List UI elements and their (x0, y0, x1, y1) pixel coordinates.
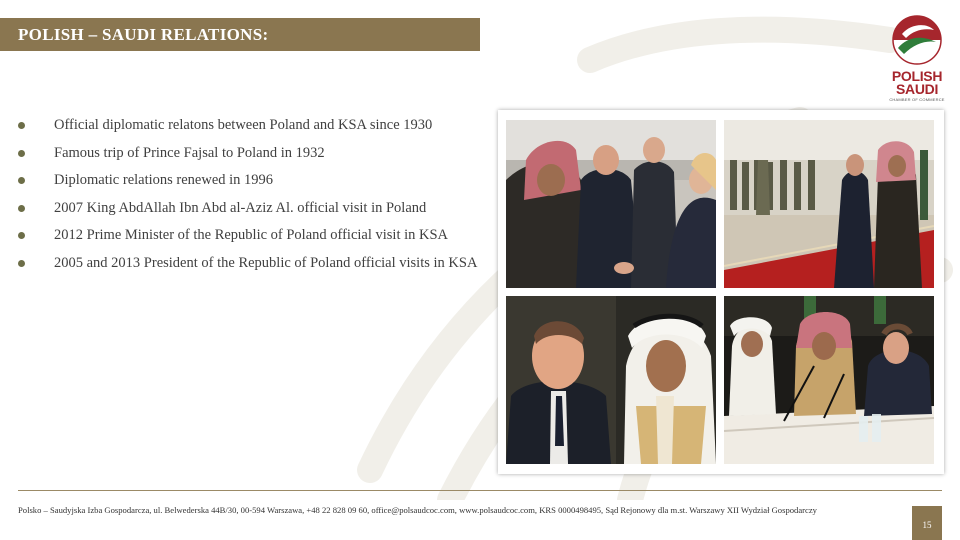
bullet-item: Famous trip of Prince Fajsal to Poland in 1932 (18, 140, 488, 168)
photo-conversation (506, 296, 716, 464)
footer-contact-info: Polsko – Saudyjska Izba Gospodarcza, ul. Belwederska 44B/30, 00-594 Warszawa, +48 22 828 09 60, office@polsaudcoc.com, www.polsaudcoc.com, KRS 0000498495, Sąd Rejonowy dla m.st. Warszawy XII Wydział Gospodarczy (18, 505, 817, 515)
title-bar (0, 18, 480, 51)
bullet-dot-icon (18, 205, 25, 212)
logo-subtitle: CHAMBER OF COMMERCE (889, 97, 945, 102)
bullet-item: 2012 Prime Minister of the Republic of Poland official visit in KSA (18, 222, 488, 250)
bullet-dot-icon (18, 177, 25, 184)
page-title: POLISH – SAUDI RELATIONS: (18, 25, 269, 44)
bullet-item: 2007 King AbdAllah Ibn Abd al-Aziz Al. official visit in Poland (18, 195, 488, 223)
photo-icon (724, 120, 934, 288)
photo-icon (724, 296, 934, 464)
photo-handshake (506, 120, 716, 288)
photo-conference-table (724, 296, 934, 464)
logo-word-polish: POLISH (891, 68, 943, 84)
page-number-box (912, 506, 942, 540)
bullet-dot-icon (18, 150, 25, 157)
bullet-dot-icon (18, 260, 25, 267)
bullet-item: Official diplomatic relatons between Poland and KSA since 1930 (18, 112, 488, 140)
polish-saudi-logo (884, 12, 950, 104)
page-number: 15 (922, 520, 932, 530)
logo-word-saudi: SAUDI (895, 81, 939, 97)
relations-bullet-list (18, 112, 488, 277)
bullet-dot-icon (18, 232, 25, 239)
bullet-item: 2005 and 2013 President of the Republic of Poland official visits in KSA (18, 250, 488, 278)
logo-emblem-icon (884, 12, 950, 70)
photo-collage (498, 110, 944, 474)
photo-red-carpet (724, 120, 934, 288)
bullet-item: Diplomatic relations renewed in 1996 (18, 167, 488, 195)
footer-divider (18, 490, 942, 491)
photo-icon (506, 120, 716, 288)
bullet-dot-icon (18, 122, 25, 129)
photo-icon (506, 296, 716, 464)
